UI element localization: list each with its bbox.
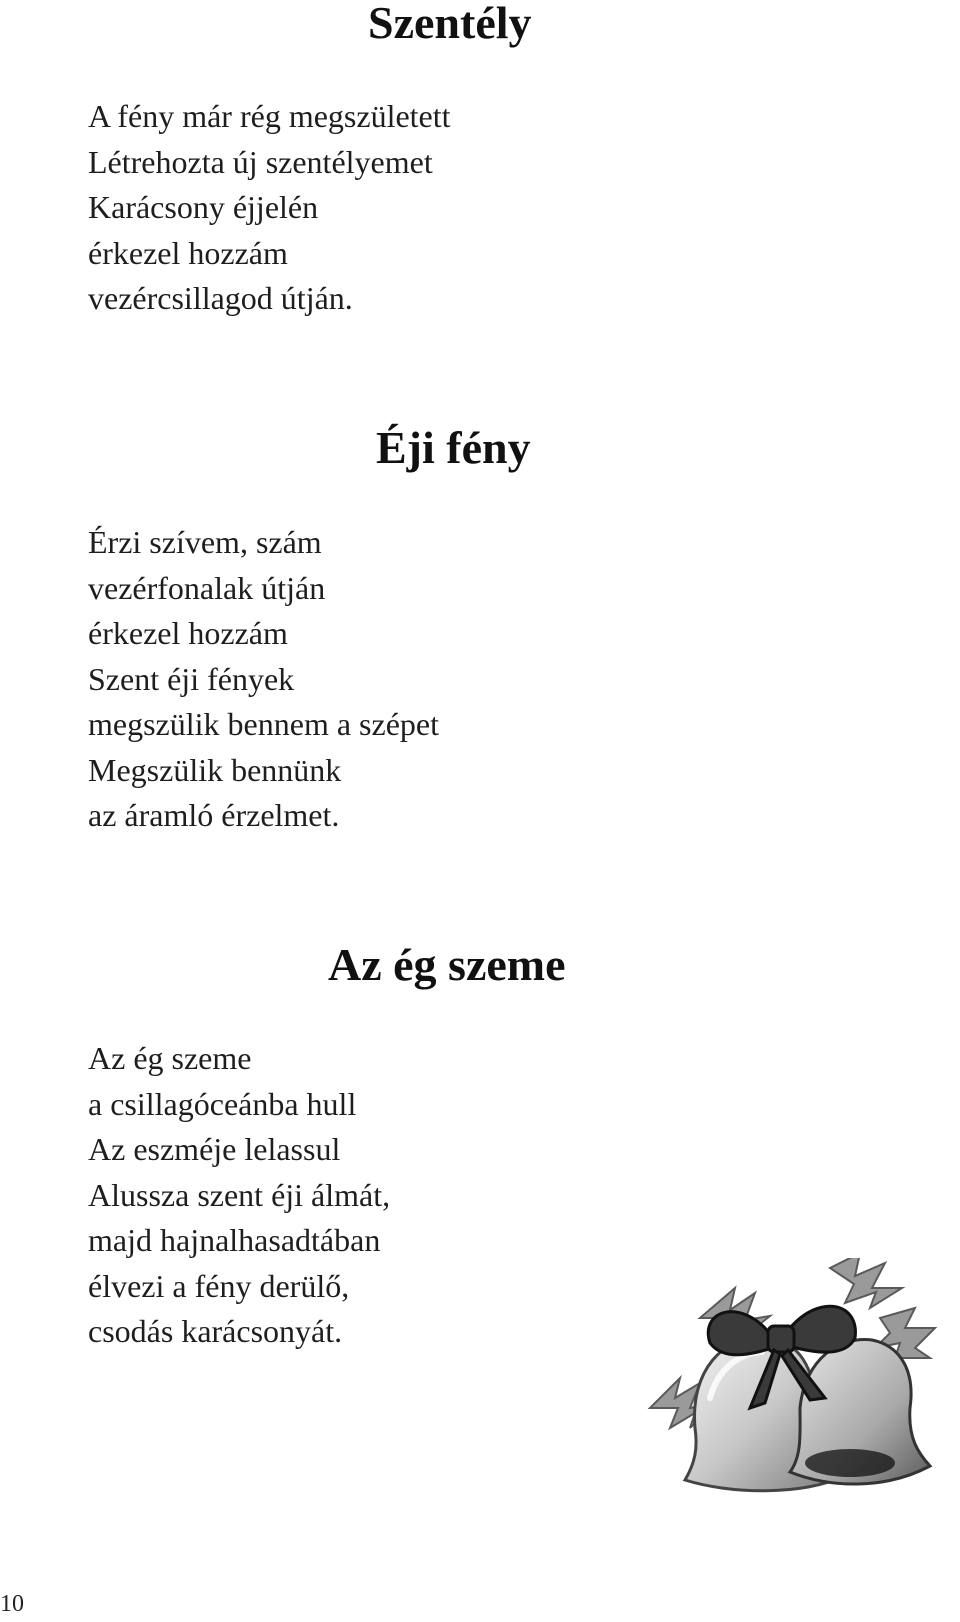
poem-line: érkezel hozzám bbox=[88, 615, 288, 651]
poem-title-szentely: Szentély bbox=[368, 0, 532, 48]
poem-line: Az eszméje lelassul bbox=[88, 1131, 341, 1167]
poem-line: élvezi a fény derülő, bbox=[88, 1267, 350, 1304]
poem-line: Az ég szeme bbox=[88, 1040, 252, 1076]
poem-line: Karácsony éjjelén bbox=[88, 189, 319, 225]
poem-line: Megszülik bennünk bbox=[88, 751, 342, 788]
poem-line: Alussza szent éji álmát, bbox=[88, 1176, 391, 1213]
poem-stanza-szentely bbox=[88, 94, 451, 322]
poem-line: Érzi szívem, szám bbox=[88, 524, 322, 560]
poem-stanza-az-eg-szeme bbox=[88, 1036, 390, 1355]
poem-line: az áramló érzelmet. bbox=[88, 797, 340, 833]
poem-line: Létrehozta új szentélyemet bbox=[88, 143, 433, 180]
christmas-bells-icon bbox=[640, 1258, 940, 1518]
poem-stanza-eji-feny bbox=[88, 520, 439, 839]
poem-line: majd hajnalhasadtában bbox=[88, 1222, 381, 1258]
poem-line: megszülik bennem a szépet bbox=[88, 706, 439, 742]
page-number: 10 bbox=[0, 1591, 24, 1617]
poem-line: A fény már rég megszületett bbox=[88, 98, 451, 134]
poem-line: a csillagóceánba hull bbox=[88, 1085, 357, 1122]
poem-line: Szent éji fények bbox=[88, 660, 295, 697]
poem-title-eji-feny: Éji fény bbox=[376, 422, 531, 473]
poem-line: vezérfonalak útján bbox=[88, 569, 326, 606]
poem-title-az-eg-szeme: Az ég szeme bbox=[328, 939, 566, 990]
poem-line: vezércsillagod útján. bbox=[88, 280, 353, 316]
poem-line: érkezel hozzám bbox=[88, 234, 288, 271]
poem-line: csodás karácsonyát. bbox=[88, 1313, 343, 1349]
